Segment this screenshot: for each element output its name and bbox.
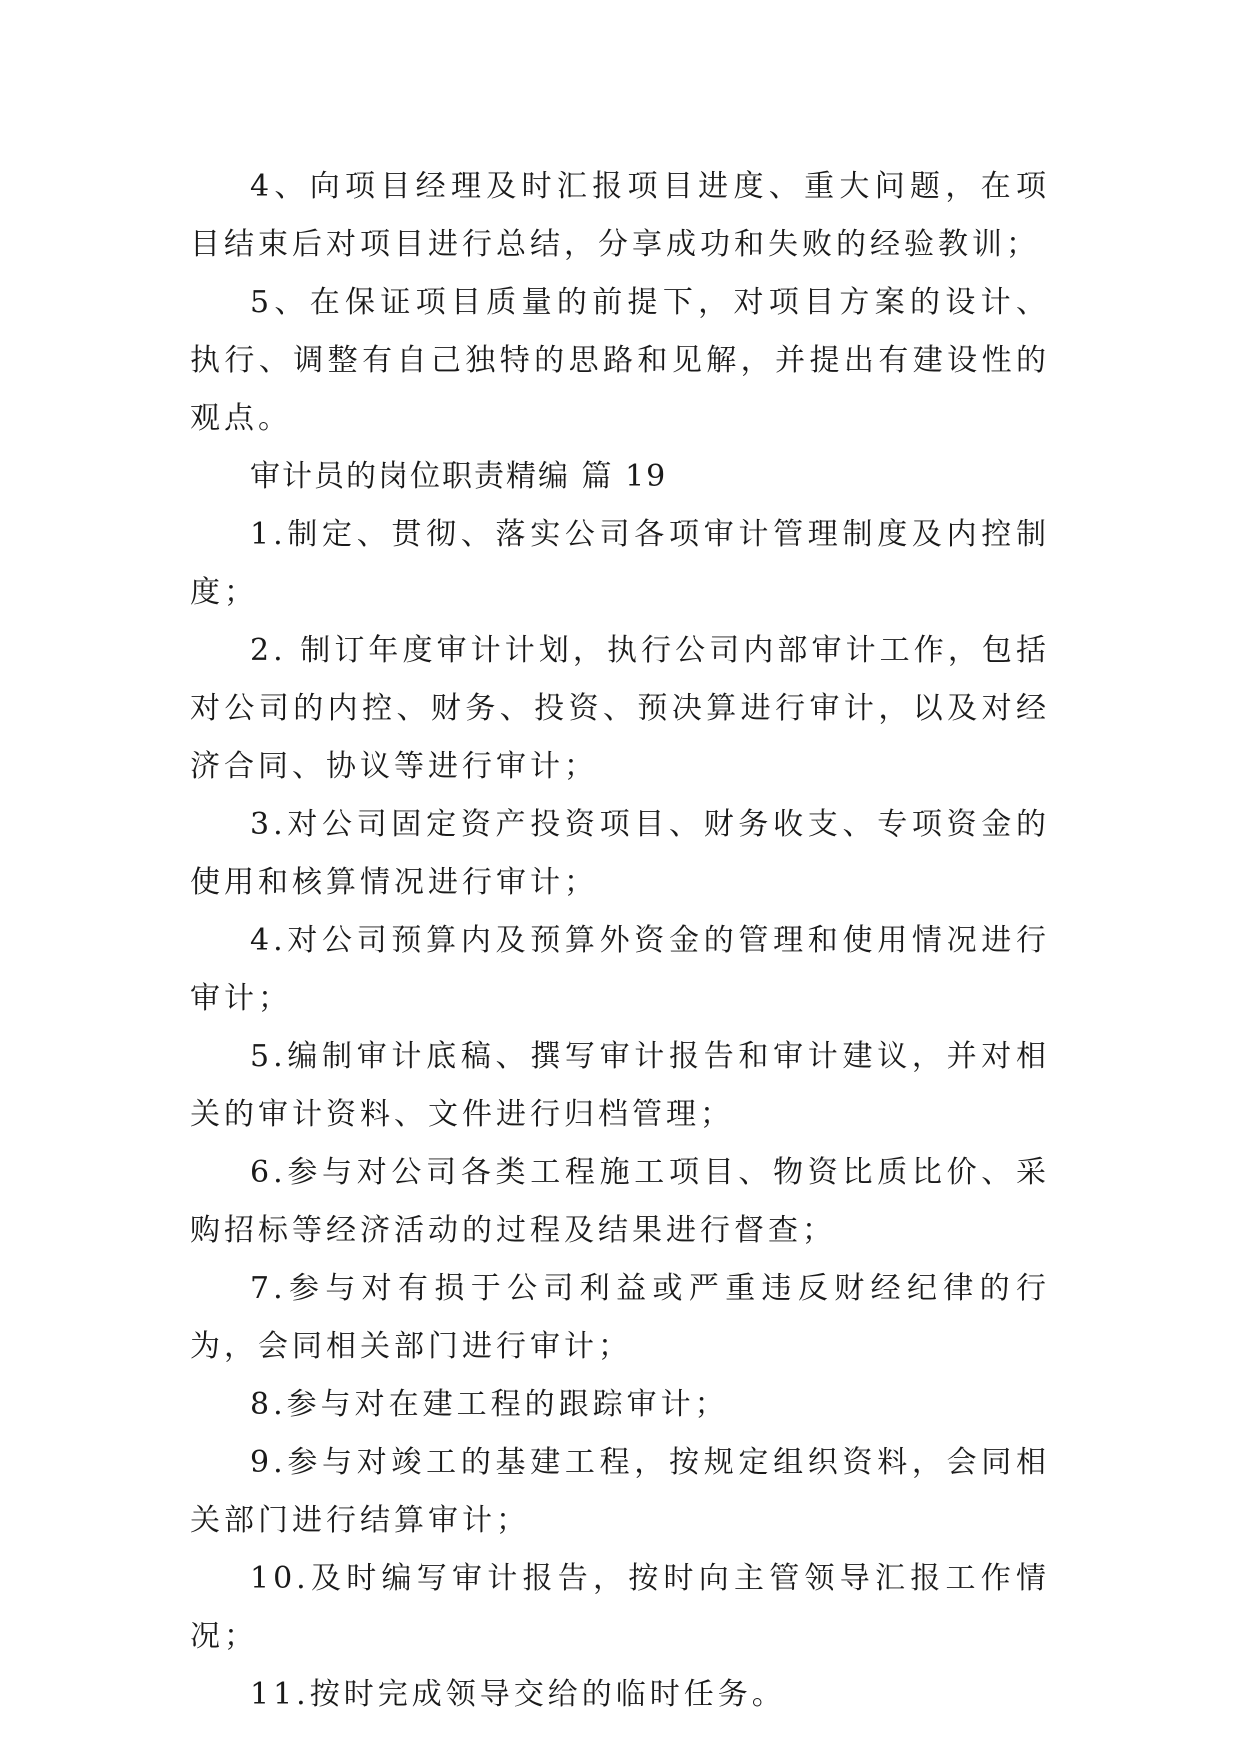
list-item: 3.对公司固定资产投资项目、财务收支、专项资金的使用和核算情况进行审计； xyxy=(190,807,1050,900)
list-item: 4.对公司预算内及预算外资金的管理和使用情况进行审计； xyxy=(190,923,1050,1016)
list-item: 5.编制审计底稿、撰写审计报告和审计建议，并对相关的审计资料、文件进行归档管理； xyxy=(190,1039,1050,1132)
list-item: 11.按时完成领导交给的临时任务。 xyxy=(250,1677,786,1712)
list-item: 1.制定、贯彻、落实公司各项审计管理制度及内控制度； xyxy=(190,517,1050,610)
list-item: 6.参与对公司各类工程施工项目、物资比质比价、采购招标等经济活动的过程及结果进行督查； xyxy=(190,1155,1050,1248)
list-item: 9.参与对竣工的基建工程，按规定组织资料，会同相关部门进行结算审计； xyxy=(190,1445,1050,1538)
paragraph: 5、在保证项目质量的前提下，对项目方案的设计、执行、调整有自己独特的思路和见解，并提出有建设性的观点。 xyxy=(190,285,1050,436)
list-item: 8.参与对在建工程的跟踪审计； xyxy=(250,1387,729,1422)
paragraph: 4、向项目经理及时汇报项目进度、重大问题，在项目结束后对项目进行总结，分享成功和失败的经验教训； xyxy=(190,169,1050,262)
list-item: 2. 制订年度审计计划，执行公司内部审计工作，包括对公司的内控、财务、投资、预决算进行审计，以及对经济合同、协议等进行审计； xyxy=(190,633,1050,784)
list-item: 7.参与对有损于公司利益或严重违反财经纪律的行为，会同相关部门进行审计； xyxy=(190,1271,1050,1364)
document-body xyxy=(190,158,1050,1724)
section-title: 审计员的岗位职责精编 篇 19 xyxy=(250,459,668,494)
list-item: 10.及时编写审计报告，按时向主管领导汇报工作情况； xyxy=(190,1561,1050,1654)
